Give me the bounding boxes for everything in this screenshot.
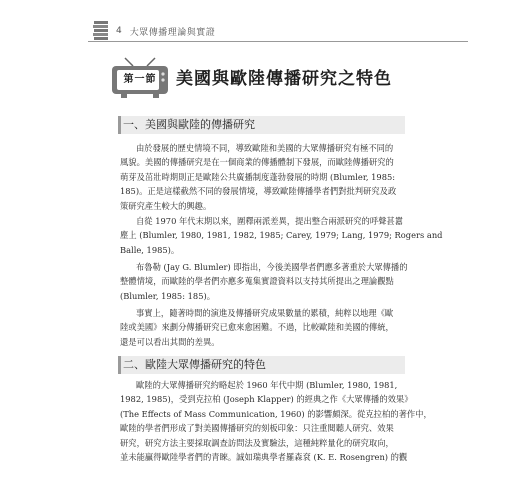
paragraph-line: 185)。正是這樣截然不同的發展情境，導致歐陸傳播學者們對批判研究及政: [120, 186, 397, 197]
paragraph-line: (Blumler, 1985: 185)。: [120, 290, 216, 301]
paragraph-line: 由於發展的歷史情境不同，導致歐陸和美國的大眾傳播研究有極不同的: [136, 143, 394, 153]
paragraph-line: 萌芽及茁壯時期則正是歐陸公共廣播制度蓬勃發展的時期 (Blumler, 1985:: [120, 171, 396, 182]
paragraph-line: 事實上，隨著時間的演進及傳播研究成果數量的累積，純粹以地理《歐: [136, 308, 394, 318]
paragraph-line: 陸或美國》來劃分傳播研究已愈來愈困難。不過，比較歐陸和美國的傳統，: [120, 322, 394, 333]
running-header: [88, 22, 468, 40]
subheading-1: 一、美國與歐陸的傳播研究: [118, 116, 405, 134]
paragraph-line: 塵上 (Blumler, 1980, 1981, 1982, 1985; Carey, 1979; Lang, 1979; Rogers and: [120, 230, 443, 241]
paragraph-line: 自從 1970 年代末期以來，圍釋兩派差異，提出整合兩派研究的呼聲甚囂: [136, 216, 404, 226]
page-number: 4: [116, 26, 122, 36]
subheading-2: 二、歐陸大眾傳播研究的特色: [118, 356, 405, 374]
paragraph-line: 風貌。美國的傳播研究是在一個商業的傳播體制下發展，而歐陸傳播研究的: [120, 157, 394, 168]
paragraph-line: 整體情境，而歐陸的學者們亦應多蒐集實證資料以支持其所提出之理論觀點: [120, 276, 394, 287]
paragraph-line: 歐陸的大眾傳播研究約略起於 1960 年代中期 (Blumler, 1980, 1981,: [136, 380, 398, 390]
paragraph-line: Balle, 1985)。: [120, 244, 180, 255]
running-title: 大眾傳播理論與實證: [129, 27, 216, 38]
paragraph-3: [120, 260, 410, 303]
paragraph-2: [120, 214, 443, 257]
paragraph-5: [120, 378, 432, 464]
paragraph-line: 研究，研究方法主要採取調查訪問法及實驗法，這種純粹量化的研究取向，: [120, 437, 394, 448]
section-title: 美國與歐陸傳播研究之特色: [176, 69, 392, 89]
header-rule: [88, 41, 468, 42]
paragraph-line: 並未能贏得歐陸學者們的青睞。誠如瑞典學者羅森袞 (K. E. Rosengren) 的觀: [120, 452, 408, 463]
paragraph-line: 還是可以看出其間的差異。: [120, 336, 220, 347]
paragraph-line: 歐陸的學者們形成了對美國傳播研究的刻板印象：只注重閱聽人研究、效果: [120, 423, 394, 434]
paragraph-4: [120, 306, 410, 349]
paragraph-line: 1982, 1985)，受到克拉柏 (Joseph Klapper) 的經典之作《大眾傳播的效果》: [120, 394, 413, 405]
paragraph-line: (The Effects of Mass Communication, 1960) 的影響頗深。從克拉柏的著作中，: [120, 408, 432, 419]
section-badge: 第一節: [123, 74, 157, 85]
paragraph-line: 策研究產生較大的興趣。: [120, 200, 212, 211]
paragraph-1: [120, 141, 410, 213]
paragraph-line: 布魯勒 (Jay G. Blumler) 即指出，今後美國學者們應多著重於大眾傳播的: [136, 262, 408, 272]
